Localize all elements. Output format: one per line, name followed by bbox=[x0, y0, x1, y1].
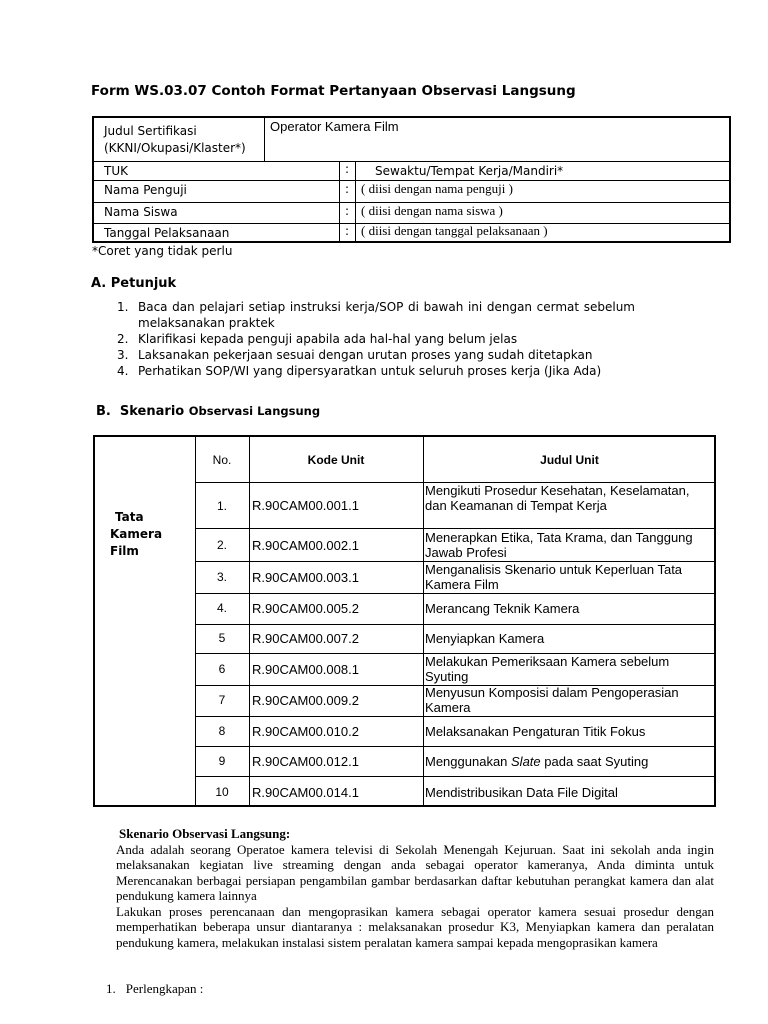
judul-sertifikasi-label: Judul Sertifikasi (KKNI/Okupasi/Klaster*) bbox=[104, 124, 246, 155]
info-table bbox=[92, 116, 731, 243]
header-no: No. bbox=[212, 453, 232, 467]
nama-siswa-colon: : bbox=[345, 204, 350, 218]
list-item: 3. Laksanakan pekerjaan sesuai dengan urutan proses yang sudah ditetapkan bbox=[117, 348, 593, 362]
group-label: Tata Kamera Film bbox=[110, 510, 163, 558]
header-judul-unit: Judul Unit bbox=[540, 453, 599, 467]
nama-penguji-value: ( diisi dengan nama penguji ) bbox=[361, 181, 513, 196]
scenario-heading: Skenario Observasi Langsung: bbox=[119, 826, 291, 841]
section-b-heading: B. Skenario Observasi Langsung bbox=[96, 404, 321, 419]
tuk-colon: : bbox=[345, 162, 350, 176]
tuk-value: Sewaktu/Tempat Kerja/Mandiri* bbox=[375, 164, 564, 178]
nama-penguji-colon: : bbox=[345, 182, 350, 196]
unit-table: Tata Kamera Film No. Kode Unit Judul Unit 1. R.90CAM00.001.1 Mengikuti Prosedur Kesehatan, Keselamatan, dan Keamanan di Tempat Kerja 2. R.90CAM00.002.1 Menerapkan Etika, Tata Krama, dan Tanggung Jawab Profesi 3. R.90CAM00.003.1 Menganalisis Skenario untuk Keperluan Tata Kamera Film 4. R.90CAM00.005.2 Merancang Teknik Kamera 5 R.90CAM00.007.2 Menyiapkan Kamera 6 R.90CAM00.008.1 Melakukan Pemeriksaan Kamera sebelum Syuting 7 R.90CAM00.009.2 Menyusun Komposisi dalam Pengoperasian Kamera 8 R.90CAM00.010.2 Melaksanakan Pengaturan Titik Fokus 9 R.90CAM00.012.1 Menggunakan Slate pada saat Syuting 10 R.90CAM00.014.1 Mendistribusikan Data File Digital bbox=[93, 435, 716, 807]
scenario-text bbox=[116, 826, 714, 950]
nama-penguji-label: Nama Penguji bbox=[104, 183, 187, 197]
tanggal-pelaksanaan-value: ( diisi dengan tanggal pelaksanaan ) bbox=[361, 223, 548, 238]
list-item: 4. Perhatikan SOP/WI yang dipersyaratkan untuk seluruh proses kerja (Jika Ada) bbox=[117, 364, 602, 378]
nama-siswa-label: Nama Siswa bbox=[104, 205, 178, 219]
tanggal-pelaksanaan-colon: : bbox=[345, 224, 350, 238]
list-item: 2. Klarifikasi kepada penguji apabila ada hal-hal yang belum jelas bbox=[117, 332, 518, 346]
header-kode-unit: Kode Unit bbox=[307, 453, 365, 467]
footnote: *Coret yang tidak perlu bbox=[92, 244, 233, 258]
perlengkapan-item: 1. Perlengkapan : bbox=[106, 981, 204, 996]
scenario-paragraph-2: Lakukan proses perencanaan dan mengoprasikan kamera sebagai operator kamera sesuai prosedur dengan memperhatikan beberapa unsur diantaranya : melaksanakan prosedur K3, Menyiapkan kamera dan peralatan pendukung kamera, melakukan instalasi sistem peralatan kamera sampai kepada mengoprasikan kamera bbox=[116, 903, 714, 950]
petunjuk-list bbox=[115, 299, 635, 379]
scenario-paragraph-1: Anda adalah seorang Operatoe kamera televisi di Sekolah Menengah Kejuruan. Saat ini sekolah anda ingin melaksanakan kegiatan live streaming dengan anda sebagai operator kameranya, Anda diminta untuk Merencanakan berbagai persiapan pengambilan gambar berdasarkan daftar kebutuhan perangkat kamera dan alat pendukung kamera lainnya bbox=[116, 841, 714, 903]
tanggal-pelaksanaan-label: Tanggal Pelaksanaan bbox=[104, 226, 230, 240]
list-item: 1. Baca dan pelajari setiap instruksi kerja/SOP di bawah ini dengan cermat sebelum melaksanakan praktek bbox=[117, 300, 635, 330]
form-title: Form WS.03.07 Contoh Format Pertanyaan Observasi Langsung bbox=[91, 83, 576, 99]
section-a-heading: A. Petunjuk bbox=[91, 276, 177, 291]
tuk-label: TUK bbox=[104, 164, 128, 178]
judul-sertifikasi-value: Operator Kamera Film bbox=[270, 119, 399, 134]
nama-siswa-value: ( diisi dengan nama siswa ) bbox=[361, 203, 503, 218]
